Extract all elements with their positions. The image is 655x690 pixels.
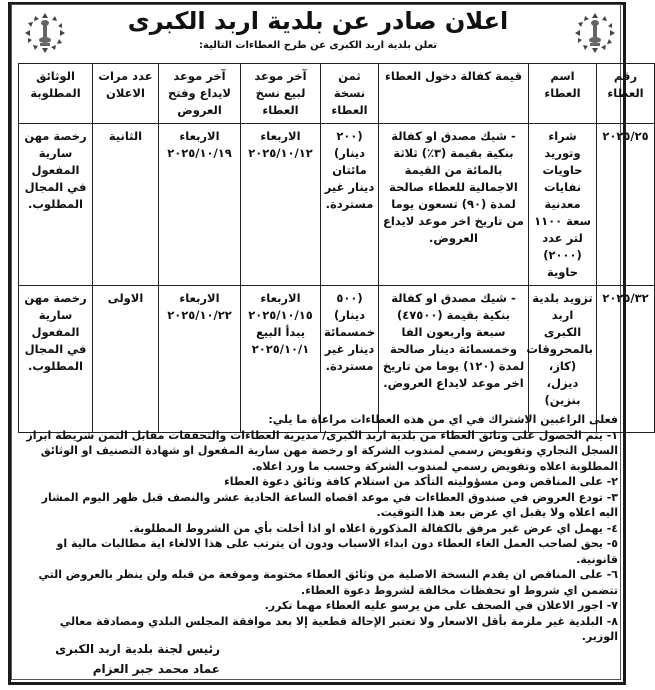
tender-sale-deadline: الاربعاء ٢٠٢٥/١٠/١٢ [241, 124, 321, 286]
table-row [19, 286, 655, 433]
tender-ad-count: الاولى [93, 286, 159, 433]
announcement-title: اعلان صادر عن بلدية اربد الكبرى [127, 7, 509, 35]
tender-sale-deadline: الاربعاء ٢٠٢٥/١٠/١٥ يبدأ البيع ٢٠٢٥/١٠/١ [241, 286, 321, 433]
tender-copy-price: (٢٠٠ دينار) مائتان دينار غير مستردة. [321, 124, 379, 286]
tender-submission-deadline: الاربعاء ٢٠٢٥/١٠/٢٢ [159, 286, 241, 433]
note-item: ٥- يحق لصاحب العمل الغاء العطاء دون ابداء الاسباب ودون ان يترتب على هذا الالغاء اية مطالبات مالية او قانونية. [56, 537, 618, 566]
column-header-documents: الوثائق المطلوبة [19, 64, 93, 124]
conditions-notes [20, 412, 618, 645]
column-header-submission-deadline: آخر موعد لايداع وفتح العروض [159, 64, 241, 124]
table-header-row [19, 64, 655, 124]
signatory-name: عماد محمد جبر العزام [92, 662, 220, 676]
note-item: ٧- اجور الاعلان في الصحف على من يرسو عليه العطاء مهما تكرر. [264, 599, 618, 612]
tender-guarantee: - شيك مصدق او كفالة بنكية بقيمة (٤٧٥٠٠) سبعة واربعون الفا وخمسمائة دينار صالحة لمدة (١٢٠) يوما من تاريخ اخر موعد لايداع العروض. [379, 286, 529, 433]
signature-block [20, 639, 220, 679]
column-header-copy-price: ثمن نسخة العطاء [321, 64, 379, 124]
note-item: ٨- البلدية غير ملزمة بأقل الاسعار ولا تعتبر الإحالة قطعية إلا بعد موافقة المجلس البلدي ومصادقة معالي الوزير. [59, 614, 618, 643]
signatory-role: رئيس لجنة بلدية اربد الكبرى [55, 642, 220, 656]
column-header-sale-deadline: آخر موعد لبيع نسخ العطاء [241, 64, 321, 124]
announcement-header [0, 0, 636, 60]
note-item: ٢- على المناقص ومن مسؤوليته التأكد من استلام كافة وثائق دعوة العطاء [224, 475, 618, 488]
tender-number: ٢٠٢٥/٣٢ [597, 286, 655, 433]
tender-documents: رخصة مهن سارية المفعول في المجال المطلوب. [19, 124, 93, 286]
tenders-table [18, 63, 655, 433]
tender-documents: رخصة مهن سارية المفعول في المجال المطلوب. [19, 286, 93, 433]
column-header-tender-name: اسم العطاء [529, 64, 597, 124]
tender-guarantee: - شيك مصدق او كفالة بنكية بقيمة (٣٪) ثلاثة بالمائة من القيمة الاجمالية للعطاء صالحة لمدة (٩٠) تسعون يوما من تاريخ اخر موعد لايداع العروض. [379, 124, 529, 286]
tender-number: ٢٠٢٥/٢٥ [597, 124, 655, 286]
column-header-guarantee: قيمة كفالة دخول العطاء [379, 64, 529, 124]
municipality-seal-icon [22, 10, 68, 56]
note-item: ٤- يهمل اي عرض غير مرفق بالكفالة المذكورة اعلاه او اذا أخلت بأي من الشروط المطلوبة. [129, 521, 618, 535]
announcement-subtitle: تعلن بلدية اربد الكبرى عن طرح العطاءات التالية: [199, 40, 437, 51]
column-header-ad-count: عدد مرات الاعلان [93, 64, 159, 124]
column-header-tender-number: رقم العطاء [597, 64, 655, 124]
note-item: ١- يتم الحصول على وثائق العطاء من بلدية اربد الكبرى/ مديرية العطاءات والتحققات مقابل الثمن شريطة ابراز السجل التجاري وتفويض رسمي لمندوب الشركة او رخصة مهن سارية المفعول او شهادة التصنيف او الوثائق المطلوبة اعلاه وتفويض رسمي لمندوب الشركة وحسب ما ورد اعلاه. [26, 428, 618, 473]
tender-copy-price: (٥٠٠ دينار) خمسمائة دينار غير مستردة. [321, 286, 379, 433]
note-item: ٦- على المناقص ان يقدم النسخة الاصلية من وثائق العطاء مختومة وموقعة من قبله ولن ينظر بالعروض التي تتضمن اي شروط او تحفظات مخالفة لشروط دعوة العطاء. [38, 568, 618, 597]
municipality-seal-icon [572, 10, 618, 56]
tender-ad-count: الثانية [93, 124, 159, 286]
tender-name: شراء وتوريد حاويات نفايات معدنية سعة ١١٠٠ لتر عدد (٢٠٠٠) حاوية [529, 124, 597, 286]
notes-intro: فعلى الراغبين الاشتراك في اي من هذه العطاءات مراعاة ما يلي: [268, 413, 618, 426]
tender-submission-deadline: الاربعاء ٢٠٢٥/١٠/١٩ [159, 124, 241, 286]
table-row [19, 124, 655, 286]
tender-name: تزويد بلدية اربد الكبرى بالمحروقات (كاز، ديزل، بنزين) [529, 286, 597, 433]
note-item: ٣- تودع العروض في صندوق العطاءات في موعد اقصاه الساعة الحادية عشر والنصف قبل ظهر اليوم المشار اليه اعلاه ولا يقبل اي عرض بعد هذا التوقيت. [41, 490, 618, 519]
